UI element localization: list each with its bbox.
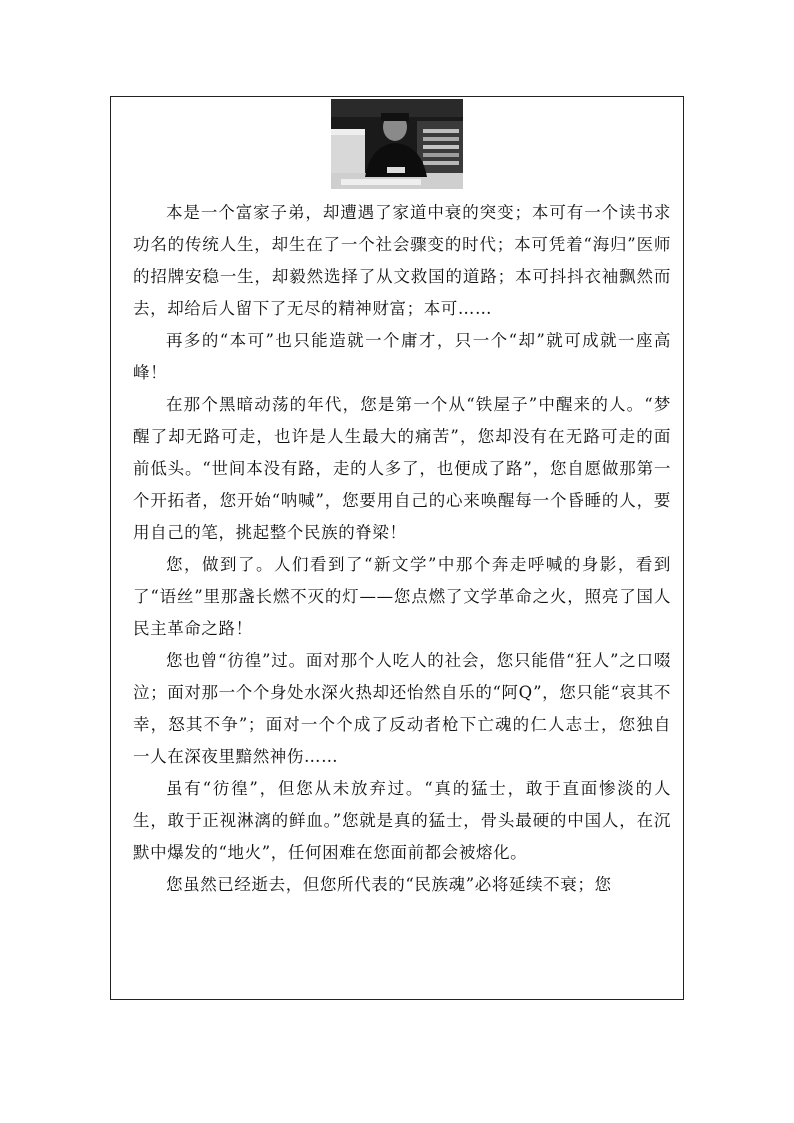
paragraph: 虽有“彷徨”，但您从未放弃过。“真的猛士，敢于直面惨淡的人生，敢于正视淋漓的鲜血。”您就是真的猛士，骨头最硬的中国人，在沉默中爆发的“地火”，任何困难在您面前都会被熔化。 bbox=[133, 779, 671, 862]
paragraph: 您也曾“彷徨”过。面对那个人吃人的社会，您只能借“狂人”之口啜泣；面对那一个个身处水深火热却还怡然自乐的“阿Q”，您只能“哀其不幸，怒其不争”；面对一个个成了反动者枪下亡魂的仁人志士，您独自一人在深夜里黯然神伤…… bbox=[133, 651, 671, 766]
paragraph: 您虽然已经逝去，但您所代表的“民族魂”必将延续不衰；您 bbox=[166, 875, 612, 894]
paragraph: 本是一个富家子弟，却遭遇了家道中衰的突变；本可有一个读书求功名的传统人生，却生在了一个社会骤变的时代；本可凭着“海归”医师的招牌安稳一生，却毅然选择了从文救国的道路；本可抖抖衣袖飘然而去，却给后人留下了无尽的精神财富；本可…… bbox=[133, 203, 671, 318]
portrait-photo bbox=[331, 99, 463, 189]
paragraph: 再多的“本可”也只能造就一个庸才，只一个“却”就可成就一座高峰！ bbox=[133, 331, 671, 382]
portrait-image bbox=[331, 99, 463, 189]
paragraph: 您，做到了。人们看到了“新文学”中那个奔走呼喊的身影，看到了“语丝”里那盏长燃不灭的灯——您点燃了文学革命之火，照亮了国人民主革命之路！ bbox=[133, 555, 671, 638]
essay-body bbox=[133, 197, 671, 901]
paragraph: 在那个黑暗动荡的年代，您是第一个从“铁屋子”中醒来的人。“梦醒了却无路可走，也许是人生最大的痛苦”，您却没有在无路可走的面前低头。“世间本没有路，走的人多了，也便成了路”，您自愿做那第一个开拓者，您开始“呐喊”，您要用自己的心来唤醒每一个昏睡的人，要用自己的笔，挑起整个民族的脊梁！ bbox=[133, 395, 671, 542]
text-box bbox=[110, 96, 684, 1000]
